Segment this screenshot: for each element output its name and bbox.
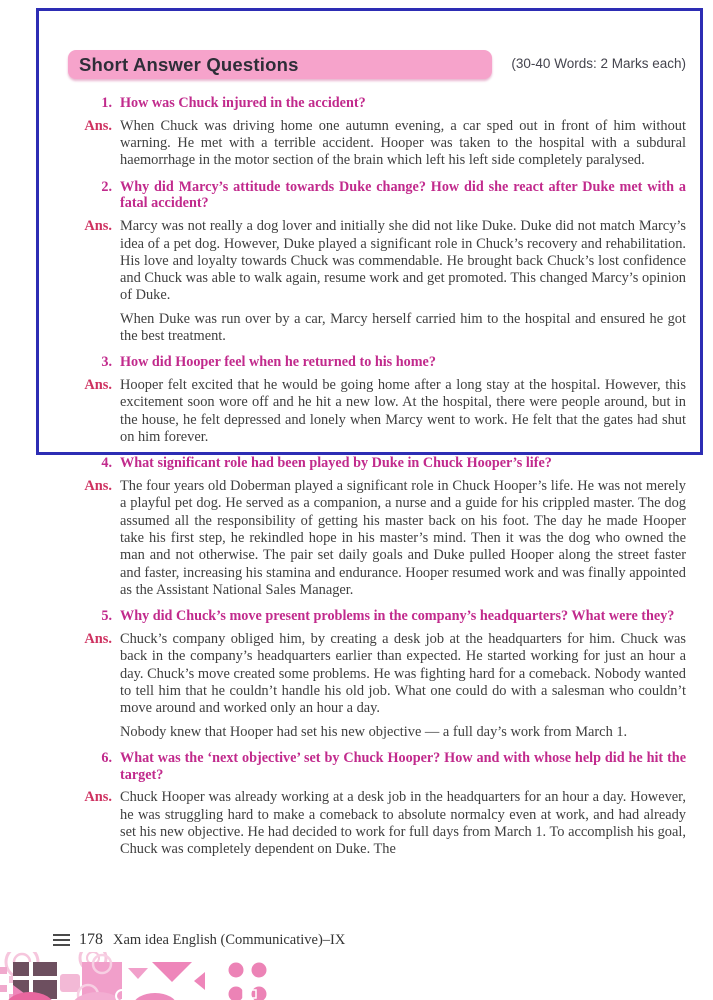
- question-row-1: [36, 95, 688, 112]
- answer-text: [120, 478, 686, 599]
- answer-label: Ans.: [84, 631, 112, 648]
- question-row-2: [36, 179, 688, 213]
- answer-row-2: [36, 218, 688, 345]
- marks-note: (30-40 Words: 2 Marks each): [511, 56, 686, 71]
- answer-paragraph: Nobody knew that Hooper had set his new objective — a full day’s work from March 1.: [120, 723, 628, 740]
- question-number: 2.: [101, 178, 112, 195]
- question-text: Why did Marcy’s attitude towards Duke change? How did she react after Duke met with a fatal accident?: [120, 178, 686, 212]
- answer-row-4: [36, 478, 688, 599]
- answer-label: Ans.: [84, 377, 112, 394]
- section-title-pill: [68, 50, 492, 79]
- answer-paragraph: Marcy was not really a dog lover and initially she did not like Duke. Duke did not match Marcy’s idea of a pet dog. However, Duke played a significant role in Chuck’s recovery and rehabilitation. His love and loyalty towards Chuck was commendable. He brought back Chuck’s lost confidence and Chuck was able to walk again, resume work and get promoted. This changed Marcy’s opinion of Duke.: [120, 218, 686, 304]
- book-title: Xam idea English (Communicative)–IX: [113, 931, 346, 948]
- question-row-3: [36, 354, 688, 371]
- question-text: How did Hooper feel when he returned to his home?: [120, 354, 436, 371]
- section-title: Short Answer Questions: [79, 54, 299, 75]
- answer-label: Ans.: [84, 478, 112, 495]
- answer-label: Ans.: [84, 117, 112, 134]
- answer-text: [120, 118, 686, 170]
- answer-text: [120, 789, 686, 858]
- question-number: 1.: [101, 95, 112, 111]
- question-text: What was the ‘next objective’ set by Chuck Hooper? How and with whose help did he hit the target?: [120, 749, 686, 783]
- decorative-pattern: [0, 952, 320, 1000]
- answer-label: Ans.: [84, 789, 112, 806]
- answer-row-1: [36, 118, 688, 170]
- question-text: What significant role had been played by Duke in Chuck Hooper’s life?: [120, 455, 552, 472]
- question-text: How was Chuck injured in the accident?: [120, 95, 366, 111]
- question-number: 5.: [101, 608, 112, 625]
- answer-text: [120, 377, 686, 446]
- qa-content: [36, 86, 688, 859]
- answer-paragraph: When Duke was run over by a car, Marcy herself carried him to the hospital and ensured he got the best treatment.: [120, 310, 686, 345]
- question-text: Why did Chuck’s move present problems in the company’s headquarters? What were they?: [120, 608, 675, 625]
- page-footer: [53, 931, 345, 949]
- question-row-6: [36, 750, 688, 784]
- question-number: 4.: [101, 455, 112, 472]
- answer-row-5: [36, 631, 688, 741]
- question-row-5: [36, 608, 688, 625]
- answer-paragraph: The four years old Doberman played a significant role in Chuck Hooper’s life. He was not merely a playful pet dog. He served as a companion, a nurse and a guide for his crippled master. The dog assumed all the responsibility of getting his master back on his foot. The day he made Hooper take his first step, he rekindled hope in his master’s mind. Then it was the dog who owned the man and not otherwise. The pair set daily goals and Duke pulled Hooper along the street faster and faster, increasing his stamina and endurance. Hooper resumed work and was finally appointed as the Assistant National Sales Manager.: [120, 478, 686, 598]
- answer-paragraph: Chuck Hooper was already working at a desk job in the headquarters for an hour a day. However, he was struggling hard to make a comeback to absolute normalcy even at work, and had already set his new objective. He had decided to work for full days from March 1. To accomplish his goal, Chuck was completely dependent on Duke. The: [120, 789, 686, 858]
- question-number: 6.: [101, 749, 112, 766]
- question-number: 3.: [101, 354, 112, 371]
- answer-row-6: [36, 789, 688, 858]
- answer-row-3: [36, 377, 688, 446]
- answer-paragraph: When Chuck was driving home one autumn evening, a car sped out in front of him without warning. He met with a terrible accident. Hooper was taken to the hospital with a subdural haemorrhage in the motor section of the brain which left his left side completely paralysed.: [120, 117, 686, 169]
- question-row-4: [36, 455, 688, 472]
- page-number: 178: [79, 931, 103, 948]
- answer-text: [120, 218, 686, 345]
- answer-paragraph: Hooper felt excited that he would be going home after a long stay at the hospital. However, this excitement soon wore off and he hit a new low. At the hospital, there were people around, but in the house, he felt depressed and lonely when Marcy went to work. He felt that the gates had shut on him forever.: [120, 377, 686, 446]
- answer-paragraph: Chuck’s company obliged him, by creating a desk job at the headquarters for him. Chuck was back in the company’s headquarters earlier than expected. He started working for just an hour a day. Chuck’s move created some problems. He was fighting hard for a comeback. Nobody wanted to tell him that he couldn’t handle his old job. What one could do with a salesman who couldn’t move around and worked only an hour a day.: [120, 631, 686, 717]
- answer-text: [120, 631, 686, 741]
- list-lines-icon: [53, 931, 70, 949]
- answer-label: Ans.: [84, 218, 112, 235]
